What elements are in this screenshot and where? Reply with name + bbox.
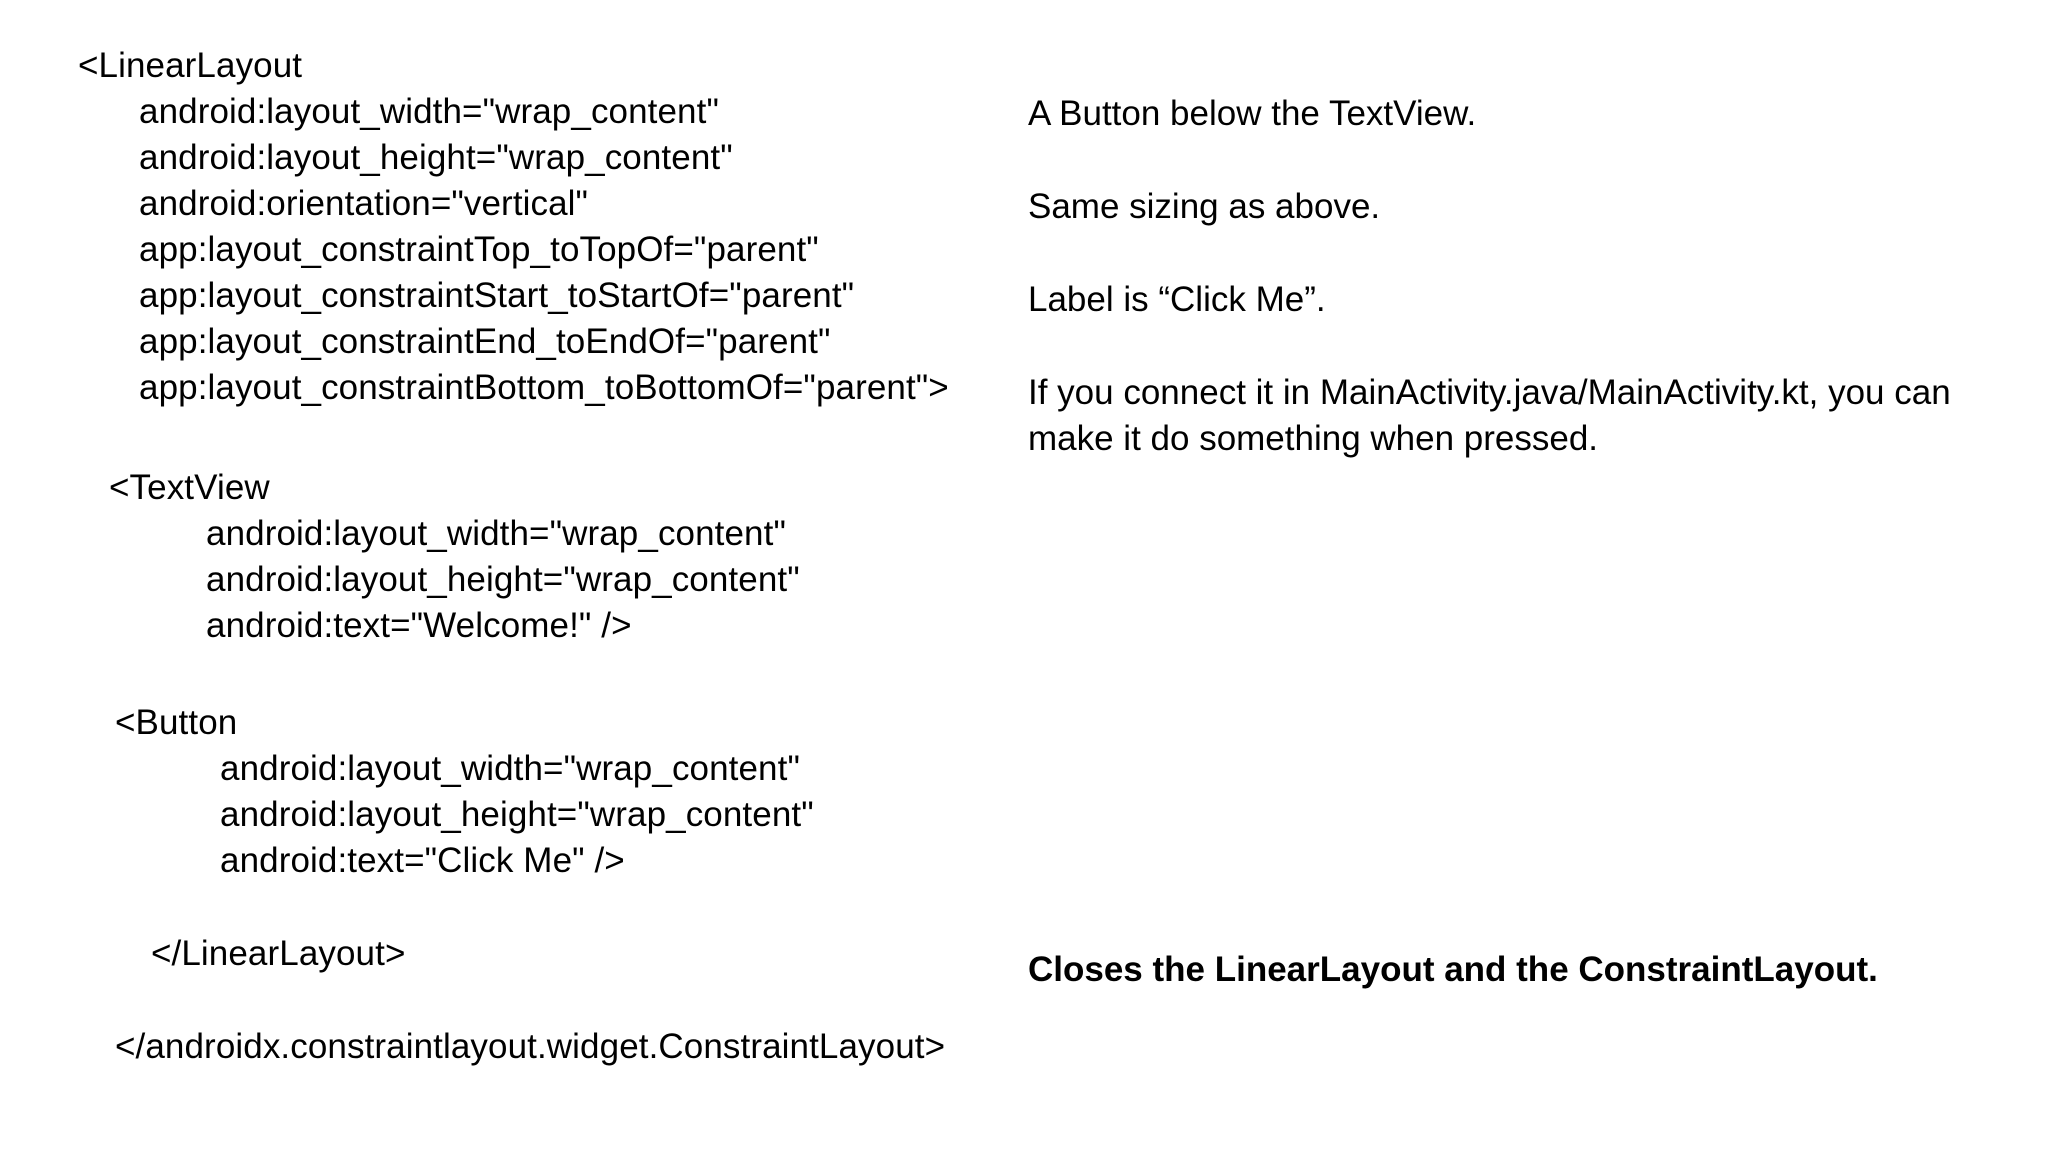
code-constraint-top: app:layout_constraintTop_toTopOf="parent" (139, 230, 819, 269)
code-linearlayout-orientation: android:orientation="vertical" (139, 184, 589, 223)
note-same-sizing: Same sizing as above. (1028, 187, 1381, 226)
code-button-width: android:layout_width="wrap_content" (220, 749, 800, 788)
code-linearlayout-width: android:layout_width="wrap_content" (139, 92, 719, 131)
code-constraint-bottom: app:layout_constraintBottom_toBottomOf="parent"> (139, 368, 949, 407)
note-button-below: A Button below the TextView. (1028, 94, 1477, 133)
code-constraintlayout-close: </androidx.constraintlayout.widget.ConstraintLayout> (115, 1027, 946, 1066)
code-linearlayout-close: </LinearLayout> (151, 934, 406, 973)
code-constraint-start: app:layout_constraintStart_toStartOf="parent" (139, 276, 855, 315)
code-textview-open: <TextView (109, 468, 270, 507)
note-closes: Closes the LinearLayout and the ConstraintLayout. (1028, 950, 1878, 989)
code-linearlayout-open: <LinearLayout (78, 46, 303, 85)
code-textview-width: android:layout_width="wrap_content" (206, 514, 786, 553)
note-connect: If you connect it in MainActivity.java/MainActivity.kt, you can make it do something when pressed. (1028, 373, 1951, 458)
note-label: Label is “Click Me”. (1028, 280, 1326, 319)
code-button-open: <Button (115, 703, 238, 742)
code-textview-height: android:layout_height="wrap_content" (206, 560, 800, 599)
code-textview-text: android:text="Welcome!" /> (206, 606, 632, 645)
code-button-text: android:text="Click Me" /> (220, 841, 625, 880)
code-constraint-end: app:layout_constraintEnd_toEndOf="parent" (139, 322, 831, 361)
code-button-height: android:layout_height="wrap_content" (220, 795, 814, 834)
code-linearlayout-height: android:layout_height="wrap_content" (139, 138, 733, 177)
